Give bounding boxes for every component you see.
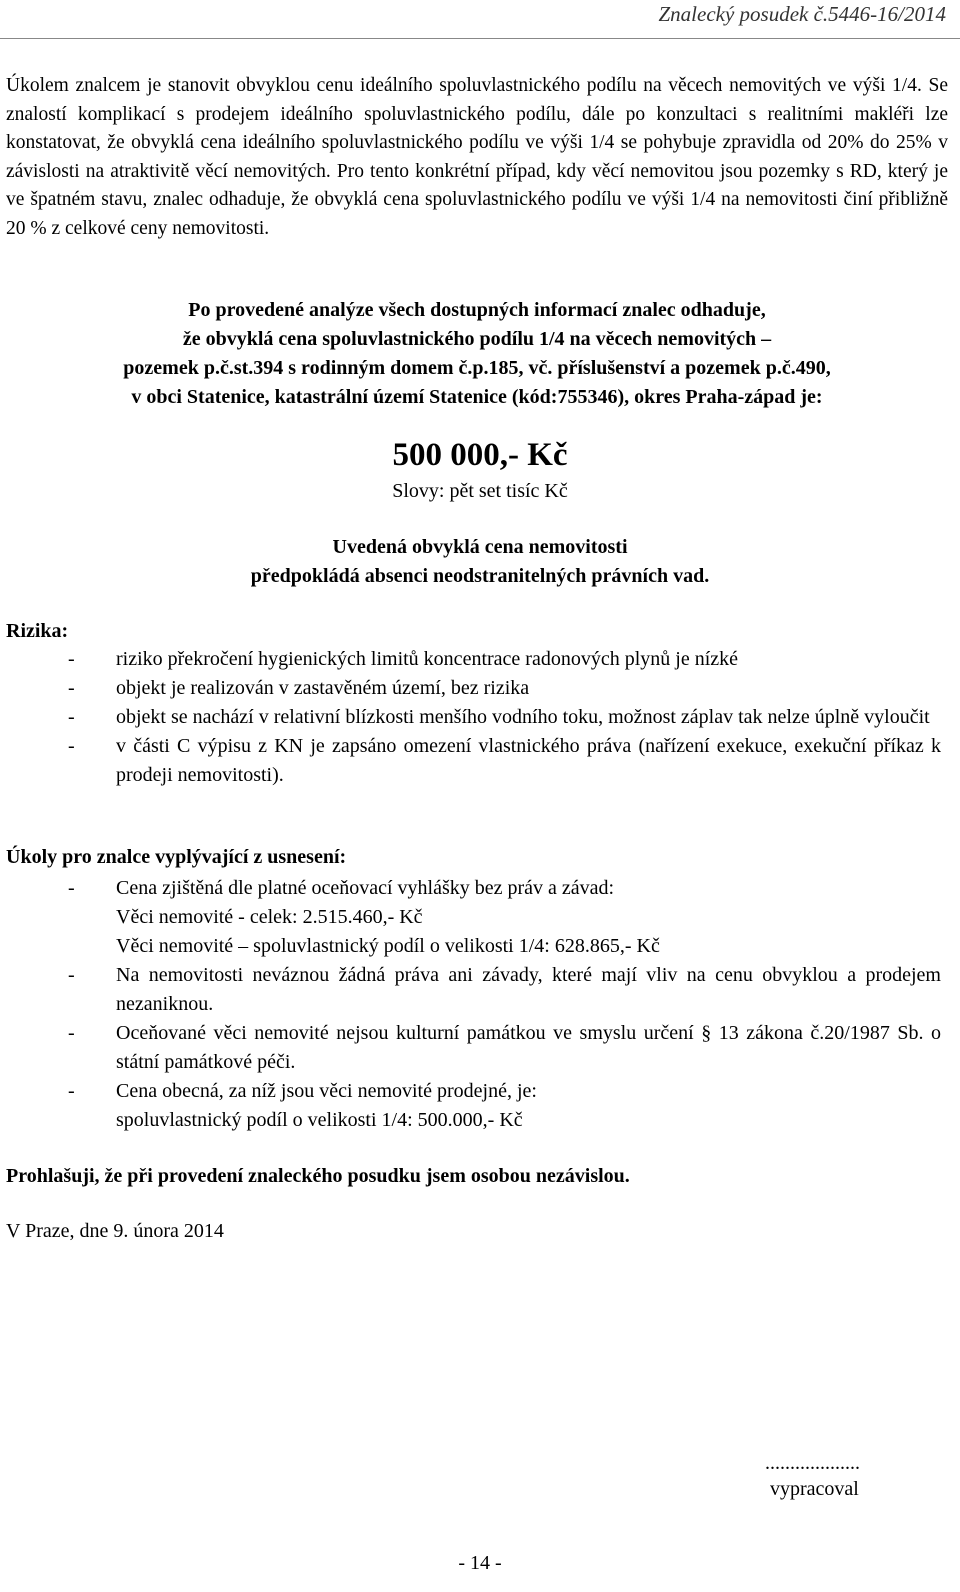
independence-declaration: Prohlašuji, že při provedení znaleckého posudku jsem osobou nezávislou. xyxy=(6,1165,630,1187)
signature-label: vypracoval xyxy=(770,1478,859,1500)
task-subline: Věci nemovité – spoluvlastnický podíl o velikosti 1/4: 628.865,- Kč xyxy=(116,935,660,957)
page-number: - 14 - xyxy=(458,1552,502,1574)
place-and-date: V Praze, dne 9. února 2014 xyxy=(6,1220,224,1242)
dash-bullet: - xyxy=(68,964,75,986)
risk-text: riziko překročení hygienických limitů koncentrace radonových plynů je nízké xyxy=(116,648,739,670)
dash-bullet: - xyxy=(68,706,75,728)
list-item xyxy=(6,645,941,674)
assumption-block xyxy=(0,533,960,591)
assumption-line: předpokládá absenci neodstranitelných právních vad. xyxy=(250,565,710,587)
dash-bullet: - xyxy=(68,677,75,699)
list-item xyxy=(6,961,941,1019)
header-divider xyxy=(0,38,960,39)
list-item xyxy=(6,1077,941,1135)
task-text: Cena obecná, za níž jsou věci nemovité prodejné, je: xyxy=(116,1080,537,1102)
page-header-title: Znalecký posudek č.5446-16/2014 xyxy=(658,2,946,26)
price-amount: 500 000,- Kč xyxy=(392,437,568,473)
list-item xyxy=(6,874,941,961)
task-text: Oceňované věci nemovité nejsou kulturní památkou ve smyslu určení § 13 zákona č.20/1987 Sb. o státní památkové péči. xyxy=(116,1022,941,1073)
conclusion-line: že obvyklá cena spoluvlastnického podílu 1/4 na věcech nemovitých – xyxy=(182,328,772,350)
list-item xyxy=(6,732,941,790)
dash-bullet: - xyxy=(68,648,75,670)
dash-bullet: - xyxy=(68,1022,75,1044)
dash-bullet: - xyxy=(68,735,75,757)
risks-heading: Rizika: xyxy=(6,620,69,642)
conclusion-line: v obci Statenice, katastrální území Statenice (kód:755346), okres Praha-západ je: xyxy=(131,386,823,408)
risk-text: objekt se nachází v relativní blízkosti menšího vodního toku, možnost záplav tak nelze úplně vyloučit xyxy=(116,706,930,728)
conclusion-line: Po provedené analýze všech dostupných informací znalec odhaduje, xyxy=(188,299,766,321)
task-subline: Věci nemovité - celek: 2.515.460,- Kč xyxy=(116,906,423,928)
list-item xyxy=(6,703,941,732)
task-text: Na nemovitosti neváznou žádná práva ani závady, které mají vliv na cenu obvyklou a prodejem nezaniknou. xyxy=(116,964,941,1015)
risk-text: objekt je realizován v zastavěném území, bez rizika xyxy=(116,677,530,699)
list-item xyxy=(6,1019,941,1077)
task-subline: spoluvlastnický podíl o velikosti 1/4: 500.000,- Kč xyxy=(116,1109,523,1131)
price-in-words: Slovy: pět set tisíc Kč xyxy=(392,480,568,502)
task-text: Cena zjištěná dle platné oceňovací vyhlášky bez práv a závad: xyxy=(116,877,615,899)
assumption-line: Uvedená obvyklá cena nemovitosti xyxy=(332,536,628,558)
tasks-list xyxy=(6,874,941,1135)
signature-line: ................... xyxy=(765,1452,860,1474)
conclusion-block xyxy=(6,296,948,412)
risk-text: v části C výpisu z KN je zapsáno omezení vlastnického práva (nařízení exekuce, exekuční příkaz k prodeji nemovitosti). xyxy=(116,735,941,786)
dash-bullet: - xyxy=(68,877,75,899)
risks-list xyxy=(6,645,941,790)
list-item xyxy=(6,674,941,703)
dash-bullet: - xyxy=(68,1080,75,1102)
intro-paragraph: Úkolem znalcem je stanovit obvyklou cenu ideálního spoluvlastnického podílu na věcech nemovitých ve výši 1/4. Se znalostí komplikací s prodejem ideálního spoluvlastnického podílu, dále po konzultaci s realitními makléři lze konstatovat, že obvyklá cena ideálního spoluvlastnického podílu ve výši 1/4 se pohybuje zpravidla od 20% do 25% v závislosti na atraktivitě věcí nemovitých. Pro tento konkrétní případ, kdy věcí nemovitou jsou pozemky s RD, který je ve špatném stavu, znalec odhaduje, že obvyklá cena spoluvlastnického podílu ve výši 1/4 na nemovitosti činí přibližně 20 % z celkové ceny nemovitosti. xyxy=(6,75,948,239)
tasks-heading: Úkoly pro znalce vyplývající z usnesení: xyxy=(6,846,347,868)
conclusion-line: pozemek p.č.st.394 s rodinným domem č.p.185, vč. příslušenství a pozemek p.č.490, xyxy=(123,357,831,379)
